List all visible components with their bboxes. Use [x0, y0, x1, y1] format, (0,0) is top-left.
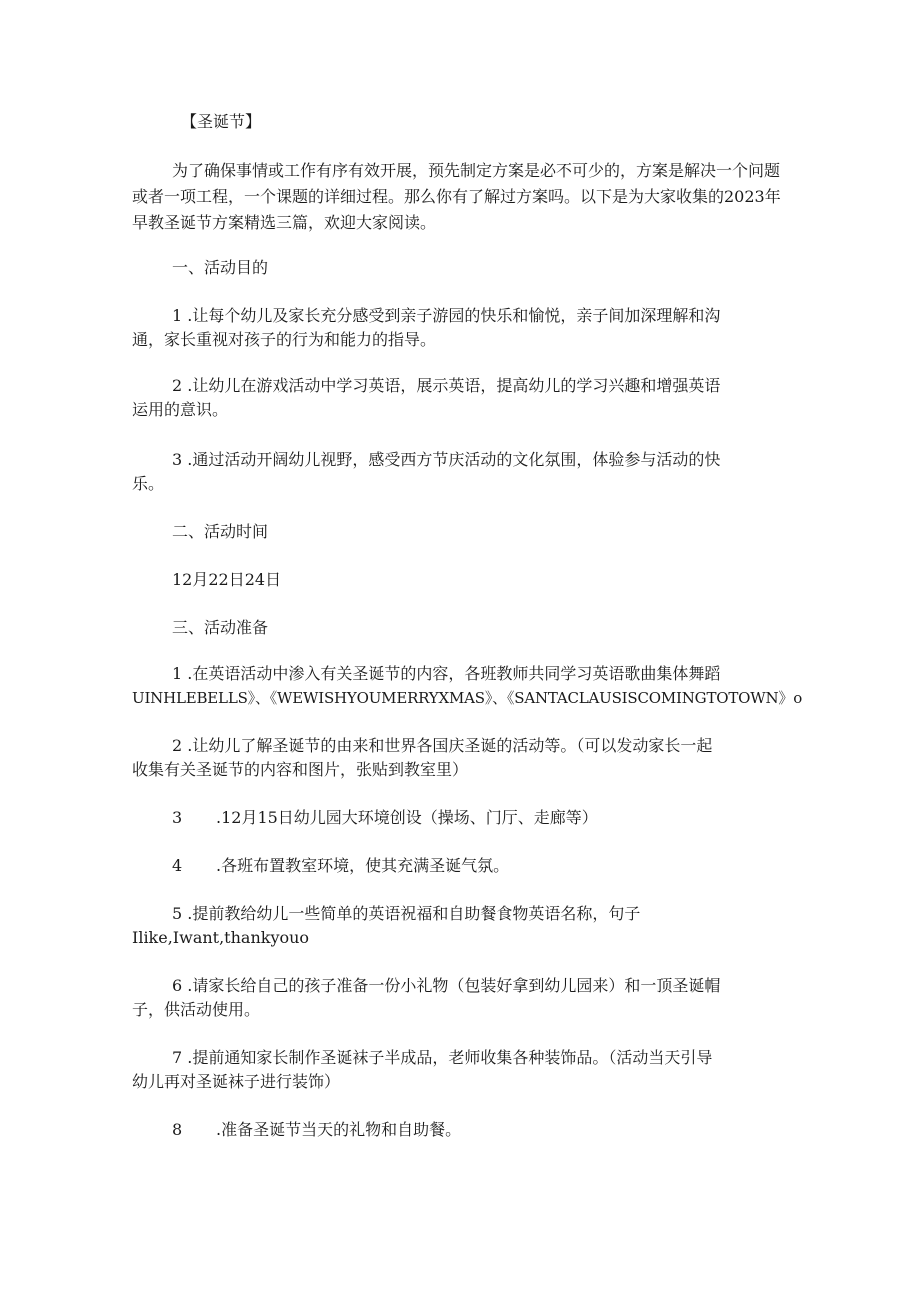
purpose-item-1-line1: 1 .让每个幼儿及家长充分感受到亲子游园的快乐和愉悦，亲子间加深理解和沟 [172, 306, 721, 325]
prep-item-6-line1: 6 .请家长给自己的孩子准备一份小礼物（包装好拿到幼儿园来）和一顶圣诞帽 [172, 976, 721, 995]
purpose-item-2-line2: 运用的意识。 [132, 400, 229, 419]
section-heading-time: 二、活动时间 [172, 522, 269, 541]
prep-item-8 [172, 1120, 461, 1140]
prep-item-3 [172, 808, 598, 828]
prep-item-3-number: 3 [172, 808, 183, 827]
prep-item-2-line1: 2 .让幼儿了解圣诞节的由来和世界各国庆圣诞的活动等。（可以发动家长一起 [172, 736, 713, 755]
prep-item-3-text: .12月15日幼儿园大环境创设（操场、门厅、走廊等） [216, 808, 598, 827]
prep-item-7-line1: 7 .提前通知家长制作圣诞袜子半成品，老师收集各种装饰品。（活动当天引导 [172, 1048, 713, 1067]
intro-paragraph: 为了确保事情或工作有序有效开展，预先制定方案是必不可少的，方案是解决一个问题或者一项工程，一个课题的详细过程。那么你有了解过方案吗。以下是为大家收集的2023年早教圣诞节方案精选三篇，欢迎大家阅读。 [132, 161, 781, 232]
purpose-item-2-line1: 2 .让幼儿在游戏活动中学习英语，展示英语，提高幼儿的学习兴趣和增强英语 [172, 376, 721, 395]
prep-item-1-line2: UINHLEBELLS》、《WEWISHYOUMERRYXMAS》、《SANTACLAUSISCOMINGTOTOWN》o [132, 689, 803, 707]
prep-item-8-text: .准备圣诞节当天的礼物和自助餐。 [216, 1120, 462, 1139]
activity-time-value: 12月22日24日 [172, 570, 282, 589]
prep-item-8-number: 8 [172, 1120, 183, 1139]
prep-item-1-line1: 1 .在英语活动中渗入有关圣诞节的内容，各班教师共同学习英语歌曲集体舞蹈 [172, 664, 721, 683]
prep-item-5-line1: 5 .提前教给幼儿一些简单的英语祝福和自助餐食物英语名称，句子 [172, 904, 641, 923]
prep-item-4-text: .各班布置教室环境，使其充满圣诞气氛。 [216, 856, 510, 875]
purpose-item-3-line1: 3 .通过活动开阔幼儿视野，感受西方节庆活动的文化氛围，体验参与活动的快 [172, 450, 721, 469]
document-title: 【圣诞节】 [181, 112, 262, 131]
section-heading-preparation: 三、活动准备 [172, 618, 269, 637]
purpose-item-1-line2: 通，家长重视对孩子的行为和能力的指导。 [132, 330, 437, 349]
prep-item-2-line2: 收集有关圣诞节的内容和图片，张贴到教室里） [132, 760, 469, 779]
prep-item-4-number: 4 [172, 856, 183, 875]
section-heading-purpose: 一、活动目的 [172, 258, 269, 277]
purpose-item-3-line2: 乐。 [132, 474, 165, 493]
prep-item-6-line2: 子，供活动使用。 [132, 1000, 261, 1019]
prep-item-7-line2: 幼儿再对圣诞袜子进行装饰） [132, 1072, 341, 1091]
prep-item-4 [172, 856, 509, 876]
prep-item-5-line2: Ilike,Iwant,thankyouo [132, 928, 310, 947]
